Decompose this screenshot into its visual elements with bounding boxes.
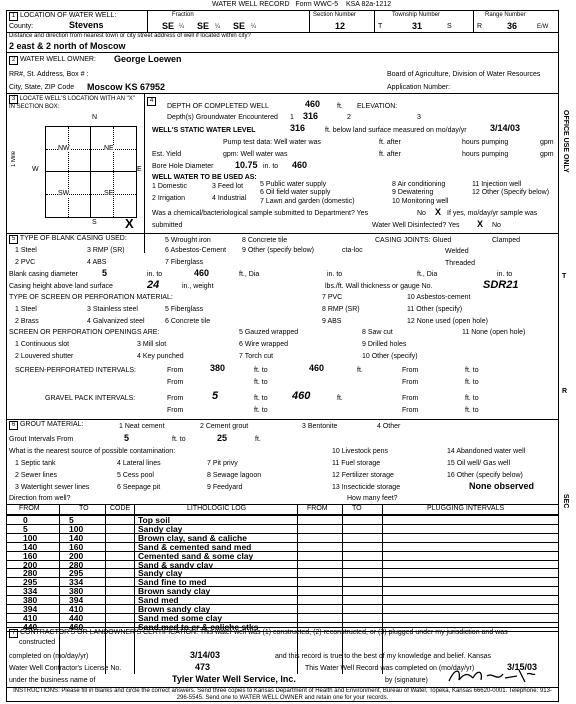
screen-rmp: 8 RMP (SR) [322, 306, 360, 313]
depth-label: DEPTH OF COMPLETED WELL [167, 103, 269, 110]
open-drilled: 9 Drilled holes [362, 341, 407, 348]
static-level-date: 3/14/03 [490, 123, 521, 133]
cell-to: 295 [69, 569, 84, 579]
cell-to: 440 [69, 613, 84, 623]
bact-rest: If yes, mo/day/yr sample was [447, 210, 538, 217]
screen-stainless: 3 Stainless steel [87, 306, 138, 313]
gw-1-label: 1 [290, 114, 294, 121]
diameter-value: 5 [102, 268, 108, 278]
openings-label: SCREEN OR PERFORATION OPENINGS ARE: [9, 329, 160, 336]
lbs-label: lbs./ft. Wall thickness or gauge No. [325, 283, 433, 290]
grout-cement: 2 Cement grout [200, 423, 249, 430]
cell-lithology: Sandy clay [138, 524, 183, 534]
city-value: Moscow KS 67952 [87, 82, 166, 92]
bore-to-value: 460 [292, 160, 308, 170]
cell-from: 394 [23, 605, 38, 614]
section-number-badge: 6 [9, 421, 18, 430]
gauge-value: SDR21 [483, 279, 519, 291]
quarter-3: SE [233, 21, 246, 31]
contam-oilwell: 15 Oil well/ Gas well [447, 460, 511, 467]
grout-to-value: 25 [217, 433, 228, 443]
contam-other: 16 Other (specify below) [447, 472, 523, 479]
contam-cesspool: 5 Cess pool [117, 472, 154, 479]
section-number-badge: 7 [9, 629, 18, 638]
business-value: Tyler Water Well Service, Inc. [172, 674, 296, 684]
dia-label: ft., Dia [239, 271, 260, 278]
casing-concrete: 8 Concrete tile [242, 237, 288, 244]
fraction-label: Fraction [172, 12, 194, 18]
county-label: County: [9, 23, 34, 30]
from-label: From [167, 407, 184, 414]
township-value: 31 [412, 21, 423, 31]
office-r: R [562, 388, 568, 395]
section-number-label: Section Number [313, 12, 357, 18]
gpi-from-value: 5 [212, 390, 219, 402]
cell-lithology: Sand fine to med [138, 578, 207, 588]
use-air: 8 Air conditioning [392, 181, 446, 188]
casing-pvc: 2 PVC [15, 259, 36, 266]
section-3-label [9, 95, 139, 110]
city-label: City, State, ZIP Code [9, 84, 75, 91]
cell-lithology: Cemented sand & some clay [138, 551, 254, 561]
distance-label: Distance and direction from nearest town or city street address of well if located within city? [9, 33, 251, 39]
contam-septic: 1 Septic tank [15, 460, 56, 467]
contam-insecticide: 13 Insecticide storage [332, 484, 401, 491]
screen-concrete: 6 Concrete tile [165, 318, 211, 325]
dia-label: ft., Dia [417, 271, 438, 278]
use-industrial: 4 Industrial [212, 195, 247, 202]
cell-from: 0 [23, 516, 28, 525]
contam-seepage: 6 Seepage pit [117, 484, 161, 491]
diameter-to-value: 460 [194, 268, 210, 278]
disinfect-x: X [477, 219, 484, 229]
section-number-badge: 5 [9, 235, 18, 244]
pump-test-label: Pump test data: Well water was [223, 139, 321, 146]
section-7-label [9, 629, 508, 638]
casing-steel: 1 Steel [15, 247, 37, 254]
cell-to: 410 [69, 605, 84, 614]
groundwater-label: Depth(s) Groundwater Encountered [167, 114, 278, 121]
spi-from-value: 380 [210, 363, 226, 373]
from-label: From [402, 379, 419, 386]
joints-threaded: Threaded [445, 260, 475, 267]
open-louvered: 2 Louvered shutter [15, 353, 74, 360]
screen-galvanized: 4 Galvanized steel [87, 318, 145, 325]
depth-value: 460 [305, 99, 321, 109]
static-level-label: WELL'S STATIC WATER LEVEL [152, 127, 256, 134]
quarter-suffix: ¼ [251, 24, 257, 30]
open-wire: 6 Wire wrapped [239, 341, 289, 348]
signature-label: by (signature) [385, 677, 428, 684]
mile-label: 1 Mile [11, 151, 17, 168]
compass-e: E [137, 166, 142, 173]
use-label: WELL WATER TO BE USED AS: [152, 174, 257, 181]
gpi-label: GRAVEL PACK INTERVALS: [45, 395, 136, 402]
cell-from: 140 [23, 542, 38, 552]
ft-to-label: ft. to [465, 407, 479, 414]
open-mill: 3 Mill slot [137, 341, 167, 348]
cell-to: 140 [69, 533, 84, 543]
range-r: R [477, 23, 483, 30]
signature-mark [447, 666, 537, 686]
gpm-label: gpm [540, 151, 554, 158]
from-label: From [402, 407, 419, 414]
contamination-value: None observed [469, 481, 535, 491]
contam-feedyard: 9 Feedyard [207, 484, 243, 491]
township-t: T [378, 23, 383, 30]
section-6-label [9, 421, 83, 430]
bore-label: Bore Hole Diameter [152, 163, 214, 170]
use-other: 12 Other (Specify below) [472, 189, 550, 196]
grout-from-value: 5 [124, 433, 130, 443]
application-label: Application Number: [387, 84, 451, 91]
spi-label: SCREEN-PERFORATED INTERVALS: [15, 367, 136, 374]
owner-label: WATER WELL OWNER: [19, 56, 96, 63]
contam-privy: 7 Pit privy [207, 460, 238, 467]
from-label: From [167, 395, 184, 402]
distance-value: 2 east & 2 north of Moscow [9, 41, 126, 51]
ft-label: ft. [255, 436, 261, 443]
contam-lagoon: 8 Sewage lagoon [207, 472, 262, 479]
casing-label: TYPE OF BLANK CASING USED: [19, 235, 127, 242]
cell-from: 380 [23, 596, 38, 605]
height-value: 24 [147, 279, 160, 291]
screen-pvc: 7 PVC [322, 294, 343, 301]
ft-to-label: ft. to [465, 367, 479, 374]
contam-lateral: 4 Lateral lines [117, 460, 161, 467]
contam-livestock: 10 Livestock pens [332, 448, 389, 455]
completed-text: and this record is true to the best of my knowledge and belief. Kansas [275, 653, 491, 660]
in-to: in. to [327, 271, 343, 278]
board-text: Board of Agriculture, Division of Water Resources [387, 71, 541, 78]
yield-label: Est. Yield [152, 151, 182, 158]
license-label: Water Well Contractor's License No. [9, 665, 122, 672]
ft-to-label: ft. to [254, 379, 268, 386]
ft-label: ft. [357, 367, 363, 374]
contam-abandoned: 14 Abandoned water well [447, 448, 526, 455]
range-value: 36 [507, 21, 518, 31]
gw-2-label: 2 [347, 114, 351, 121]
open-none: 11 None (open hole) [462, 329, 526, 336]
water-well-record-form [6, 10, 559, 702]
section-number-value: 12 [335, 21, 346, 31]
bact-no: No [417, 210, 426, 217]
casing-other: 9 Other (specify below) [242, 247, 314, 254]
grout-bentonite: 3 Bentonite [302, 423, 338, 430]
elevation-label: ELEVATION: [357, 103, 398, 110]
spi-to-value: 460 [309, 363, 325, 373]
screen-fiberglass: 5 Fiberglass [165, 306, 204, 313]
record-label: This Water Well Record was completed on (mo/day/yr) [305, 665, 475, 672]
direction-label: Direction from well? [9, 495, 71, 502]
locate-label: LOCATE WELL'S LOCATION WITH AN "X" IN SECTION BOX: [9, 96, 135, 110]
grout-neat: 1 Neat cement [119, 423, 165, 430]
casing-asbestos: 6 Asbestos-Cement [165, 247, 227, 254]
township-s: S [447, 23, 452, 30]
location-label: LOCATION OF WATER WELL: [19, 12, 117, 19]
bact-label: Was a chemical/bacteriological sample submitted to Department? Yes [152, 210, 369, 217]
cell-to: 200 [69, 551, 84, 561]
gpi-to-value: 460 [292, 390, 311, 402]
cell-from: 410 [23, 613, 38, 623]
form-title: WATER WELL RECORD [212, 1, 290, 8]
col-from: FROM [19, 505, 40, 512]
open-key: 4 Key punched [137, 353, 184, 360]
contam-sewer: 2 Sewer lines [15, 472, 58, 479]
lithologic-log-table [7, 504, 558, 674]
cell-to: 394 [69, 596, 84, 605]
disinfect-no: No [492, 222, 501, 229]
ft-unit: ft. [337, 103, 343, 110]
hours-label: hours pumping [462, 139, 509, 146]
open-torch: 7 Torch cut [239, 353, 274, 360]
ft-to-label: ft. to [254, 395, 268, 402]
license-value: 473 [195, 662, 211, 672]
screen-other: 11 Other (specify) [407, 306, 463, 313]
cell-from: 200 [23, 560, 38, 570]
height-label: Casing height above land surface [9, 283, 113, 290]
quadrant-se: SE [104, 190, 114, 197]
completed-label: completed on (mo/day/yr) [9, 653, 89, 660]
cell-from: 100 [23, 533, 38, 543]
county-value: Stevens [69, 20, 104, 30]
certification-label: CONTRACTOR'S OR LANDOWNER'S CERTIFICATION: [19, 629, 199, 636]
office-t: T [562, 273, 567, 280]
grout-label: GROUT MATERIAL: [19, 421, 84, 428]
yield-gpm-label: gpm: Well water was [223, 151, 288, 158]
joints-welded: Welded [445, 248, 469, 255]
cell-to: 380 [69, 587, 84, 597]
use-injection: 11 Injection well [472, 181, 522, 188]
quarter-suffix: ¼ [215, 24, 221, 30]
cell-to: 100 [69, 524, 84, 534]
quadrant-nw: NW [58, 145, 70, 152]
cell-lithology: Sand med to cr & caliche stks [138, 622, 259, 632]
screen-asbestos: 10 Asbestos-cement [407, 294, 471, 301]
casing-fiberglass: 7 Fiberglass [165, 259, 204, 266]
gpm-label: gpm [540, 139, 554, 146]
submitted-label: submitted [152, 222, 183, 229]
casing-other-value: cta-loc [342, 247, 363, 254]
section-number-badge: 1 [9, 12, 18, 21]
col-code: CODE [110, 505, 131, 512]
compass-w: W [32, 166, 39, 173]
address-label: RR#, St. Address, Box # : [9, 71, 89, 78]
section-4-label [147, 97, 156, 106]
cell-lithology: Sandy clay [138, 569, 183, 579]
cell-from: 5 [23, 524, 28, 534]
range-ew: E/W [537, 24, 549, 30]
after-label: ft. after [379, 151, 401, 158]
cell-to: 160 [69, 542, 84, 552]
disinfect-label: Water Well Disinfected? Yes [372, 222, 460, 229]
office-sec: SEC [562, 494, 569, 509]
cell-to: 460 [69, 622, 84, 632]
use-lawn: 7 Lawn and garden (domestic) [260, 198, 355, 205]
section-number-badge: 2 [9, 56, 18, 65]
in-to-label: in. to [263, 163, 279, 170]
static-level-text: ft. below land surface measured on mo/day/yr [325, 127, 467, 134]
form-number: Form WWC-5 [295, 1, 339, 8]
col-to: TO [79, 505, 89, 512]
instructions: INSTRUCTIONS: Please fill in blanks and circle the correct answers. Send three copies to Kansas Department of Health and Environment, Bureau of Water, Topeka, Kansas 66620-0001. Telephone: 913-296-5545. Send one to WATER WELL OWNER and retain one for your records. [13, 688, 552, 701]
col-plugging: PLUGGING INTERVALS [427, 505, 505, 512]
cell-lithology: Sand med some clay [138, 613, 223, 623]
after-label: ft. after [379, 139, 401, 146]
use-public: 5 Public water supply [260, 181, 327, 188]
cell-lithology: Brown clay, sand & caliche [138, 533, 247, 543]
quadrant-sw: SW [58, 190, 70, 197]
cell-lithology: Sand & sandy clay [138, 560, 214, 570]
cell-from: 295 [23, 578, 38, 588]
quarter-2: SE [197, 21, 210, 31]
ft-label: ft. [337, 395, 343, 402]
open-continuous: 1 Continuous slot [15, 341, 70, 348]
ft-to-label: ft. to [465, 395, 479, 402]
use-dewatering: 9 Dewatering [392, 189, 434, 196]
from-label: From [167, 367, 184, 374]
cell-lithology: Sand med [138, 596, 179, 605]
ft-to-label: ft. to [254, 407, 268, 414]
bore-value: 10.75 [235, 160, 258, 170]
howmany-label: How many feet? [347, 495, 398, 502]
cell-lithology: Brown sandy clay [138, 605, 211, 614]
diameter-label: Blank casing diameter [9, 271, 78, 278]
use-monitoring: 10 Monitoring well [392, 198, 449, 205]
from-label: From [402, 367, 419, 374]
ksa-ref: KSA 82a-1212 [345, 1, 392, 8]
section-number-badge: 4 [147, 97, 156, 106]
static-level-value: 316 [290, 123, 306, 133]
screen-label: TYPE OF SCREEN OR PERFORATION MATERIAL: [9, 294, 173, 301]
cell-from: 440 [23, 622, 38, 632]
use-irrigation: 2 Irrigation [152, 195, 186, 202]
open-other: 10 Other (specify) [362, 353, 418, 360]
hours-label: hours pumping [462, 151, 509, 158]
gw-3-label: 3 [417, 114, 421, 121]
cell-from: 334 [23, 587, 38, 597]
cell-lithology: Sand & cemented sand med [138, 542, 252, 552]
contam-fertilizer: 12 Fertilizer storage [332, 472, 394, 479]
gw-1-value: 316 [303, 111, 319, 121]
open-gauzed: 5 Gauzed wrapped [239, 329, 299, 336]
weight-label: in., weight [182, 283, 214, 290]
record-value: 3/15/03 [507, 662, 538, 672]
section-number-badge: 3 [9, 95, 18, 104]
screen-steel: 1 Steel [15, 306, 37, 313]
cell-lithology: Brown sandy clay [138, 587, 211, 597]
joints-label: CASING JOINTS: Glued [375, 237, 452, 244]
col-to-2: TO [352, 505, 362, 512]
section-5-label [9, 235, 127, 244]
section-grid [45, 126, 137, 218]
well-location-mark: X [125, 216, 134, 231]
in-to: in. to [497, 271, 513, 278]
form-header [212, 1, 391, 8]
open-saw: 8 Saw cut [362, 329, 393, 336]
use-domestic: 1 Domestic [152, 183, 188, 190]
use-oilfield: 6 Oil field water supply [260, 189, 331, 196]
quarter-1: SE [162, 21, 175, 31]
screen-brass: 2 Brass [15, 318, 39, 325]
screen-none: 12 None used (open hole) [407, 318, 488, 325]
use-feedlot: 3 Feed lot [212, 183, 244, 190]
in-to: in. to [147, 271, 163, 278]
screen-abs: 9 ABS [322, 318, 342, 325]
from-label: From [167, 379, 184, 386]
cell-from: 280 [23, 569, 38, 579]
completed-value: 3/14/03 [190, 650, 221, 660]
range-label: Range Number [485, 12, 526, 18]
section-2-label [9, 56, 96, 65]
compass-s: S [92, 219, 97, 226]
casing-wrought: 5 Wrought iron [165, 237, 211, 244]
compass-n: N [92, 114, 98, 121]
quarter-suffix: ¼ [179, 24, 185, 30]
contam-watertight: 3 Watertight sewer lines [15, 484, 90, 491]
cell-from: 160 [23, 551, 38, 561]
ft-to-label: ft. to [172, 436, 186, 443]
ft-to-label: ft. to [465, 379, 479, 386]
col-lithologic: LITHOLOGIC LOG [187, 505, 247, 512]
casing-abs: 4 ABS [87, 259, 107, 266]
contamination-label: What is the nearest source of possible contamination: [9, 448, 176, 455]
grout-intervals-label: Grout Intervals From [9, 436, 74, 443]
joints-clamped: Clamped [492, 237, 521, 244]
col-from-2: FROM [307, 505, 328, 512]
contam-fuel: 11 Fuel storage [332, 460, 381, 467]
certification-text-2: constructed [19, 639, 56, 646]
business-label: under the business name of [9, 677, 96, 684]
cell-to: 280 [69, 560, 84, 570]
cell-to: 334 [69, 578, 84, 588]
certification-text: This water well was (1) constructed, (2) reconstructed, or (3) plugged under my jurisdiction and was [199, 629, 508, 636]
grout-other: 4 Other [377, 423, 401, 430]
cell-to: 5 [69, 516, 74, 525]
cell-lithology: Top soil [138, 516, 170, 525]
office-use-label: OFFICE USE ONLY [562, 110, 569, 173]
from-label: From [402, 395, 419, 402]
owner-value: George Loewen [114, 54, 182, 64]
township-label: Township Number [392, 12, 441, 18]
ft-to-label: ft. to [254, 367, 268, 374]
quadrant-ne: NE [104, 145, 114, 152]
bact-x: X [435, 207, 442, 217]
casing-rmp: 3 RMP (SR) [87, 247, 125, 254]
